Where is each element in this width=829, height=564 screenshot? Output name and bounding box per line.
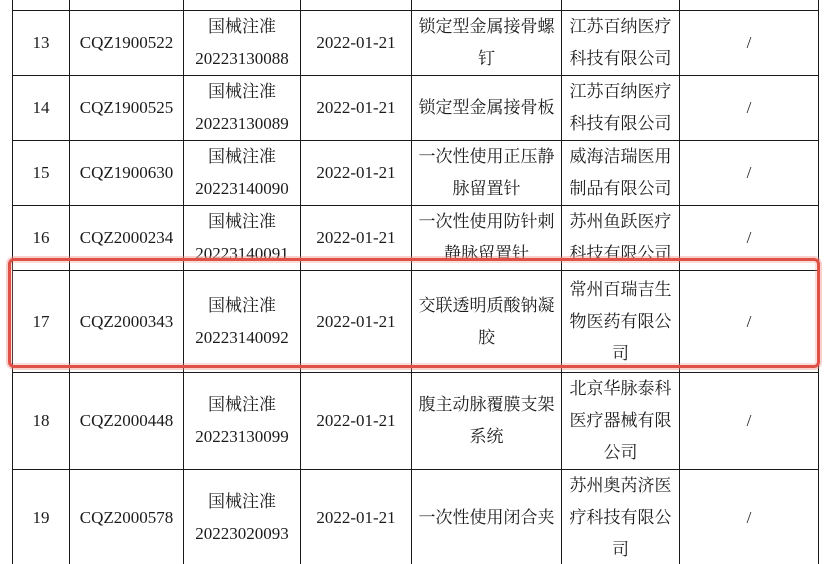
registration-code-cell — [70, 141, 184, 206]
remark-cell — [680, 141, 819, 206]
row-index-cell — [13, 141, 70, 206]
approval-number: 20223020093 — [195, 524, 289, 543]
approval-number-cell — [184, 141, 301, 206]
empty-cell — [13, 0, 70, 11]
row-index-cell — [13, 271, 70, 373]
manufacturer-cell — [562, 141, 680, 206]
table-row-14 — [13, 76, 819, 141]
registration-code: CQZ1900522 — [79, 33, 174, 52]
remark-cell — [680, 206, 819, 271]
table-row-partial-top — [13, 0, 819, 11]
registration-code-cell — [70, 11, 184, 76]
approval-number: 20223140091 — [195, 244, 289, 263]
approval-number-cell — [184, 373, 301, 470]
remark-cell — [680, 271, 819, 373]
manufacturer-cell — [562, 11, 680, 76]
empty-cell — [680, 0, 819, 11]
remark: / — [746, 311, 752, 331]
registration-table — [12, 0, 819, 564]
approval-number-cell — [184, 271, 301, 373]
approval-number-cell — [184, 206, 301, 271]
approval-date: 2022-01-21 — [316, 508, 396, 527]
empty-cell — [562, 0, 680, 11]
approval-prefix: 国械注准 — [208, 147, 276, 166]
approval-date: 2022-01-21 — [316, 98, 396, 117]
registration-code: CQZ1900525 — [79, 98, 174, 117]
registration-code: CQZ2000234 — [79, 228, 174, 247]
approval-prefix: 国械注准 — [208, 395, 276, 414]
remark: / — [746, 508, 752, 527]
remark: / — [746, 228, 752, 247]
manufacturer-cell — [562, 470, 680, 564]
empty-cell — [412, 0, 562, 11]
manufacturer-cell — [562, 271, 680, 373]
product-name: 一次性使用防针刺静脉留置针 — [418, 212, 555, 263]
row-index-cell — [13, 11, 70, 76]
manufacturer-name: 江苏百纳医疗科技有限公司 — [569, 17, 672, 68]
row-index: 16 — [32, 228, 50, 247]
registration-code-cell — [70, 76, 184, 141]
product-name-cell — [412, 373, 562, 470]
approval-date-cell — [301, 206, 412, 271]
registration-code: CQZ2000578 — [79, 508, 174, 527]
approval-prefix: 国械注准 — [208, 17, 276, 36]
table-row-16 — [13, 206, 819, 271]
approval-date: 2022-01-21 — [316, 311, 396, 331]
registration-code-cell — [70, 373, 184, 470]
approval-number: 20223130089 — [195, 114, 289, 133]
approval-date-cell — [301, 76, 412, 141]
manufacturer-name: 江苏百纳医疗科技有限公司 — [569, 82, 672, 133]
product-name-cell — [412, 206, 562, 271]
product-name-cell — [412, 470, 562, 564]
remark: / — [746, 411, 752, 430]
product-name: 交联透明质酸钠凝胶 — [418, 295, 555, 347]
manufacturer-name: 苏州奥芮济医疗科技有限公司 — [569, 476, 672, 559]
approval-date: 2022-01-21 — [316, 228, 396, 247]
row-index: 17 — [32, 311, 50, 331]
row-index: 15 — [32, 163, 50, 182]
remark: / — [746, 163, 752, 182]
remark-cell — [680, 11, 819, 76]
remark-cell — [680, 373, 819, 470]
registration-code: CQZ1900630 — [79, 163, 174, 182]
row-index: 19 — [32, 508, 50, 527]
approval-prefix: 国械注准 — [208, 295, 276, 315]
registration-code-cell — [70, 271, 184, 373]
approval-number: 20223130088 — [195, 49, 289, 68]
manufacturer-name: 常州百瑞吉生物医药有限公司 — [569, 279, 672, 363]
empty-cell — [301, 0, 412, 11]
registration-code: CQZ2000343 — [79, 311, 174, 331]
row-index-cell — [13, 206, 70, 271]
approval-date: 2022-01-21 — [316, 411, 396, 430]
remark-cell — [680, 76, 819, 141]
table-row-19 — [13, 470, 819, 564]
approval-number-cell — [184, 470, 301, 564]
manufacturer-cell — [562, 206, 680, 271]
approval-number-cell — [184, 11, 301, 76]
registration-code-cell — [70, 470, 184, 564]
approval-date-cell — [301, 11, 412, 76]
manufacturer-name: 北京华脉泰科医疗器械有限公司 — [569, 379, 672, 462]
table-row-18 — [13, 373, 819, 470]
approval-number-cell — [184, 76, 301, 141]
product-name: 腹主动脉覆膜支架系统 — [418, 395, 555, 446]
approval-number: 20223140092 — [195, 327, 289, 347]
manufacturer-cell — [562, 373, 680, 470]
approval-date: 2022-01-21 — [316, 33, 396, 52]
approval-date-cell — [301, 271, 412, 373]
product-name-cell — [412, 141, 562, 206]
product-name: 一次性使用正压静脉留置针 — [418, 147, 555, 198]
table-row-13 — [13, 11, 819, 76]
product-name-cell — [412, 76, 562, 141]
empty-cell — [184, 0, 301, 11]
manufacturer-name: 苏州鱼跃医疗科技有限公司 — [569, 212, 672, 263]
registration-code: CQZ2000448 — [79, 411, 174, 430]
empty-cell — [70, 0, 184, 11]
registration-code-cell — [70, 206, 184, 271]
row-index: 14 — [32, 98, 50, 117]
table-row-17-highlighted — [13, 271, 819, 373]
approval-date: 2022-01-21 — [316, 163, 396, 182]
row-index: 13 — [32, 33, 50, 52]
approval-date-cell — [301, 373, 412, 470]
row-index-cell — [13, 76, 70, 141]
remark-cell — [680, 470, 819, 564]
approval-prefix: 国械注准 — [208, 492, 276, 511]
approval-prefix: 国械注准 — [208, 82, 276, 101]
product-name: 锁定型金属接骨板 — [418, 98, 555, 117]
row-index: 18 — [32, 411, 50, 430]
remark: / — [746, 33, 752, 52]
row-index-cell — [13, 470, 70, 564]
product-name: 锁定型金属接骨螺钉 — [418, 17, 555, 68]
manufacturer-cell — [562, 76, 680, 141]
product-name-cell — [412, 271, 562, 373]
row-index-cell — [13, 373, 70, 470]
table-row-15 — [13, 141, 819, 206]
approval-date-cell — [301, 141, 412, 206]
approval-number: 20223140090 — [195, 179, 289, 198]
manufacturer-name: 威海洁瑞医用制品有限公司 — [569, 147, 672, 198]
approval-prefix: 国械注准 — [208, 212, 276, 231]
product-name: 一次性使用闭合夹 — [418, 508, 555, 527]
remark: / — [746, 98, 752, 117]
approval-date-cell — [301, 470, 412, 564]
approval-number: 20223130099 — [195, 427, 289, 446]
product-name-cell — [412, 11, 562, 76]
